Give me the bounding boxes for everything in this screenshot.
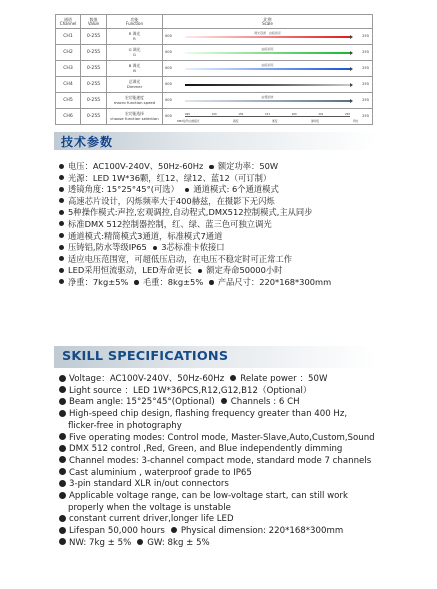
value-cell: 0-255	[81, 77, 107, 93]
arrow-right-icon	[350, 83, 353, 87]
en-spec-list	[59, 374, 375, 550]
spec-item	[59, 538, 375, 550]
table-row	[56, 109, 373, 125]
range-cell	[163, 77, 373, 93]
spec-text: High-speed chip design, flashing frequency greater than 400 Hz,	[69, 409, 348, 420]
function-cell: G 调光 G	[107, 45, 163, 61]
range-tick-label: 150	[238, 113, 244, 116]
range-low-label: 000	[165, 98, 172, 102]
channel-cell: CH2	[56, 45, 81, 61]
bullet-icon	[59, 279, 64, 284]
range-cell	[163, 93, 373, 109]
bullet-icon	[59, 410, 66, 417]
range-gradient-bar	[185, 68, 350, 70]
arrow-right-icon	[350, 99, 353, 103]
bullet-icon	[59, 245, 64, 250]
bullet-icon	[209, 280, 214, 285]
range-ticks	[185, 113, 350, 116]
header-function: 功能 Function	[107, 15, 163, 29]
dmx-channel-table	[55, 14, 373, 125]
range-caption: 由暗到亮	[261, 46, 274, 51]
bullet-icon	[230, 375, 236, 381]
spec-text: Physical dimension: 220*168*300mm	[180, 526, 344, 537]
spec-text: 产品尺寸：220*168*300mm	[217, 276, 332, 287]
spec-item	[59, 514, 375, 526]
en-section-header	[54, 346, 377, 368]
spec-item	[59, 526, 375, 538]
header-value: 数值 Value	[81, 15, 107, 29]
bullet-icon	[59, 468, 66, 475]
range-mode-label: 跳变	[233, 119, 239, 123]
bullet-icon	[198, 269, 203, 274]
value-cell: 0-255	[81, 61, 107, 77]
spec-text: Voltage：AC100V-240V、50Hz-60Hz	[69, 374, 225, 384]
spec-text: 3-pin standard XLR in/out connectors	[69, 479, 229, 490]
range-cell	[163, 29, 373, 45]
range-mode-label: 脉冲变	[311, 119, 319, 123]
channel-cell: CH1	[56, 29, 81, 45]
spec-item	[59, 386, 375, 398]
spec-text: 标准DMX 512控制器控制，红、绿、蓝三色可独立调光	[68, 218, 272, 229]
range-caption: 调光逐渐 · 由暗到亮	[254, 30, 281, 35]
spec-item	[59, 468, 375, 480]
spec-item	[59, 421, 375, 433]
function-cell: 总调光 Dimmer	[107, 77, 163, 93]
range-cell	[163, 109, 373, 125]
spec-text: Five operating modes: Control mode, Master-Slave,Auto,Custom,Sound	[69, 432, 375, 443]
bullet-icon	[59, 515, 66, 522]
spec-text: Channels : 6 CH	[230, 397, 300, 408]
spec-text: properly when the voltage is unstable	[68, 502, 231, 513]
spec-text: 透镜角度: 15°25°45°(可选）	[68, 184, 179, 195]
range-high-label: 255	[362, 34, 369, 38]
bullet-icon	[59, 456, 66, 463]
spec-text: 毛重：8kg±5%	[142, 276, 204, 287]
range-gradient-bar	[185, 36, 350, 38]
spec-text: 压铸铝,防水等级IP65	[68, 242, 147, 253]
cn-section-title: 技术参数	[61, 135, 114, 149]
bullet-icon	[59, 198, 64, 203]
range-mode-label: 声控	[352, 119, 358, 123]
bullet-icon	[59, 221, 64, 226]
range-high-label: 255	[362, 66, 369, 70]
spec-text: Cast aluminium , waterproof grade to IP65	[69, 467, 252, 478]
spec-item	[59, 265, 331, 277]
range-axis-line	[185, 116, 350, 117]
spec-item	[59, 184, 331, 196]
range-high-label: 255	[362, 98, 369, 102]
spec-item	[59, 242, 331, 254]
spec-item	[59, 254, 331, 266]
channel-cell: CH3	[56, 61, 81, 77]
range-high-label: 255	[362, 114, 369, 118]
spec-text: Light source ：LED 1W*36PCS,R12,G12,B12（Optional）	[69, 385, 312, 396]
arrow-right-icon	[350, 35, 353, 39]
bullet-icon	[153, 246, 158, 251]
spec-text: constant current driver,longer life LED	[69, 514, 234, 525]
spec-item	[59, 277, 331, 289]
range-low-label: 000	[165, 34, 172, 38]
spec-text: 通道模式:精简模式3通道，标准模式7通道	[68, 230, 223, 241]
range-tick-label: 151	[265, 113, 270, 116]
spec-text: Channel modes: 3-channel compact mode, standard mode 7 channels	[69, 455, 372, 466]
bullet-icon	[59, 268, 64, 273]
spec-text: Beam angle: 15°25°45°(Optional)	[69, 397, 215, 408]
bullet-icon	[59, 398, 66, 405]
spec-item	[59, 456, 375, 468]
range-low-label: 000	[165, 82, 172, 86]
spec-item	[59, 503, 375, 515]
range-caption: 由暗到亮	[261, 62, 274, 67]
spec-item	[59, 374, 375, 386]
spec-text: 电压：AC100V-240V、50Hz-60Hz	[68, 161, 204, 171]
bullet-icon	[59, 445, 66, 452]
spec-item	[59, 444, 375, 456]
bullet-icon	[59, 492, 66, 499]
spec-text: 高速芯片设计，闪烁频率大于400赫兹，在摄影下无闪烁	[68, 195, 275, 206]
range-low-label: 000	[165, 50, 172, 54]
bullet-icon	[221, 398, 227, 404]
cn-spec-list	[59, 161, 331, 289]
arrow-right-icon	[350, 67, 353, 71]
range-tick-label: 250	[345, 113, 350, 116]
range-high-label: 255	[362, 50, 369, 54]
spec-item	[59, 491, 375, 503]
range-mode-label: 渐变	[272, 119, 278, 123]
range-gradient-bar	[185, 52, 350, 54]
function-cell: B 调光 B	[107, 61, 163, 77]
range-caption: 由慢到快	[261, 94, 274, 99]
range-mode-label: DMX信号/自控模式	[177, 119, 200, 123]
arrow-right-icon	[350, 51, 353, 55]
spec-item	[59, 397, 375, 409]
bullet-icon	[59, 375, 66, 382]
en-section-title: SKILL SPECIFICATIONS	[62, 349, 229, 364]
table-row	[56, 61, 373, 77]
table-row	[56, 93, 373, 109]
spec-text: NW: 7kg ± 5%	[69, 537, 132, 548]
spec-item	[59, 161, 331, 173]
table-row	[56, 45, 373, 61]
channel-cell: CH4	[56, 77, 81, 93]
range-tick-label: 100	[211, 113, 217, 116]
cn-section-header	[54, 132, 377, 150]
spec-item	[59, 409, 375, 421]
bullet-icon	[134, 280, 139, 285]
range-high-label: 255	[362, 82, 369, 86]
channel-cell: CH6	[56, 109, 81, 125]
bullet-icon	[59, 386, 66, 393]
spec-item	[59, 173, 331, 185]
range-cell	[163, 45, 373, 61]
range-tick-label: 099	[185, 113, 190, 116]
bullet-icon	[59, 164, 64, 169]
bullet-icon	[59, 256, 64, 261]
value-cell: 0-255	[81, 109, 107, 125]
header-channel: 通道 Channel	[56, 15, 81, 29]
spec-item	[59, 196, 331, 208]
bullet-icon	[185, 188, 190, 193]
bullet-icon	[59, 527, 66, 534]
range-tick-label: 201	[318, 113, 324, 116]
value-cell: 0-255	[81, 93, 107, 109]
range-low-label: 000	[165, 114, 172, 118]
range-gradient-bar	[185, 100, 350, 102]
bullet-icon	[59, 175, 64, 180]
function-cell: 宏功能速度 macro function speed	[107, 93, 163, 109]
bullet-icon	[209, 165, 214, 170]
bullet-icon	[59, 433, 66, 440]
bullet-icon	[59, 538, 66, 545]
function-cell: R 调光 R	[107, 29, 163, 45]
function-cell: 宏功能选择 choose function selection	[107, 109, 163, 125]
spec-item	[59, 433, 375, 445]
spec-text: 通道模式: 6个通道模式	[193, 184, 279, 195]
spec-text: 额定功率：50W	[217, 161, 279, 171]
spec-item	[59, 479, 375, 491]
value-cell: 0-255	[81, 29, 107, 45]
spec-text: Applicable voltage range, can be low-voltage start, can still work	[69, 491, 348, 502]
range-cell	[163, 61, 373, 77]
value-cell: 0-255	[81, 45, 107, 61]
spec-item	[59, 219, 331, 231]
spec-text: 光源：LED 1W*36颗，红12、绿12、蓝12（可订制）	[68, 172, 272, 183]
spec-text: 适应电压范围宽，可超低压启动，在电压不稳定时可正常工作	[68, 253, 293, 264]
range-low-label: 000	[165, 66, 172, 70]
table-row	[56, 29, 373, 45]
bullet-icon	[59, 233, 64, 238]
spec-text: 5种操作模式:声控,宏观调控,自动程式,DMX512控制模式,主从同步	[68, 207, 313, 218]
bullet-icon	[59, 480, 66, 487]
table-row	[56, 77, 373, 93]
range-gradient-bar	[185, 84, 350, 86]
range-tick-label: 200	[291, 113, 297, 116]
spec-item	[59, 207, 331, 219]
spec-text: 额定寿命50000小时	[206, 265, 283, 276]
spec-text: Lifespan 50,000 hours	[69, 526, 165, 537]
spec-text: LED采用恒流驱动，LED寿命更长	[68, 265, 192, 276]
spec-text: DMX 512 control ,Red, Green, and Blue independently dimming	[69, 444, 343, 455]
spec-text: GW: 8kg ± 5%	[147, 537, 210, 548]
spec-text: flicker-free in photography	[68, 420, 182, 431]
range-mode-labels	[177, 119, 358, 123]
spec-text: Relate power ：50W	[240, 374, 328, 384]
channel-cell: CH5	[56, 93, 81, 109]
spec-item	[59, 231, 331, 243]
bullet-icon	[59, 210, 64, 215]
spec-text: 3芯标准卡侬接口	[161, 242, 225, 253]
header-scale: 比例 Scale	[163, 15, 373, 29]
bullet-icon	[171, 527, 177, 533]
bullet-icon	[59, 187, 64, 192]
bullet-icon	[137, 539, 143, 545]
table-header-row	[56, 15, 373, 29]
spec-text: 净重：7kg±5%	[68, 276, 129, 287]
